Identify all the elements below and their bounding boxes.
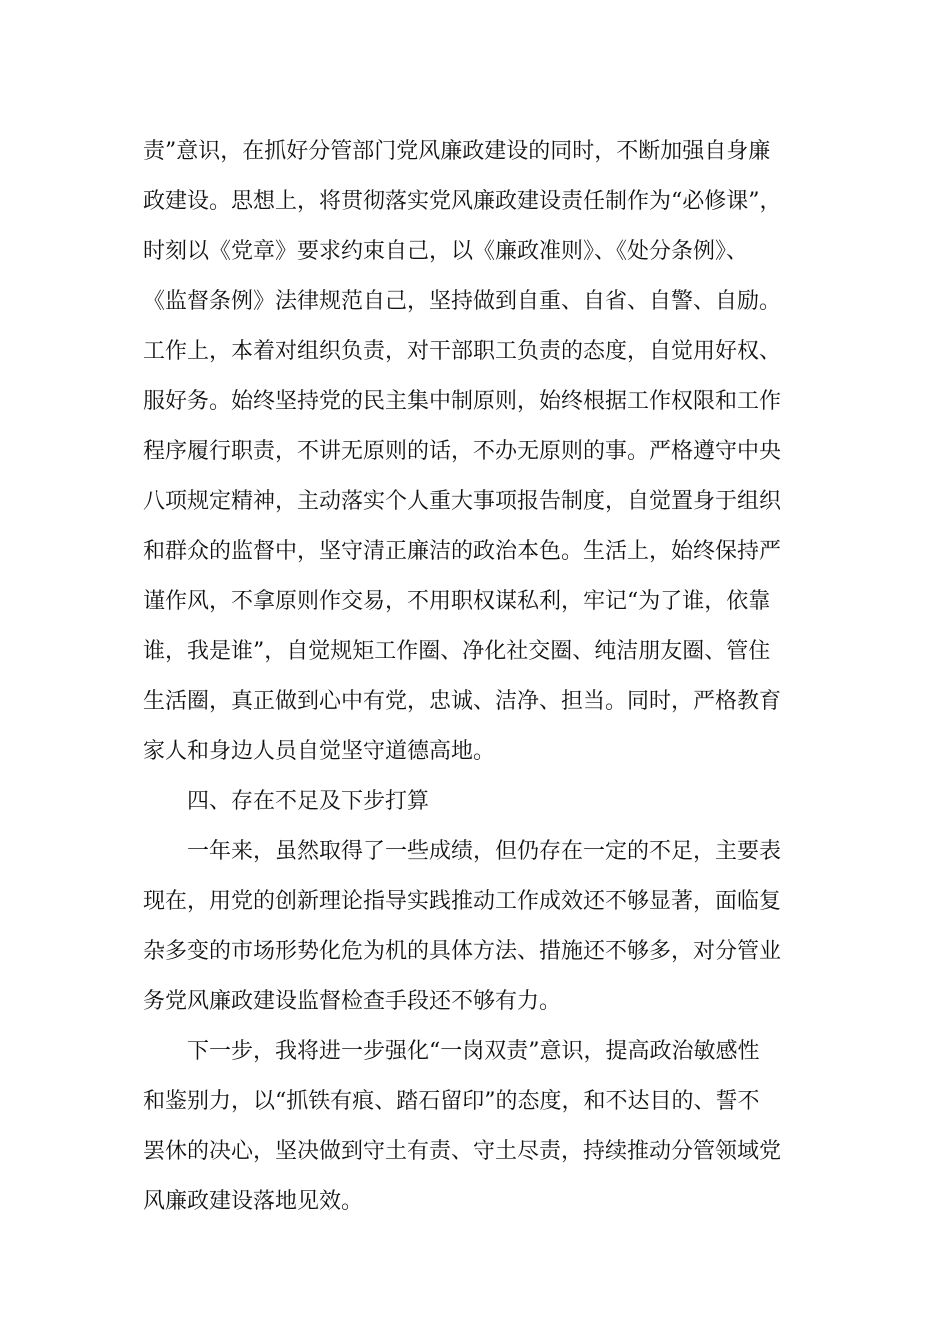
body-line: 生活圈，真正做到心中有党，忠诚、洁净、担当。同时，严格教育 (143, 689, 782, 714)
body-line: 务党风廉政建设监督检查手段还不够有力。 (143, 989, 562, 1014)
body-line: 谨作风，不拿原则作交易，不用职权谋私利，牢记“为了谁，依靠 (143, 589, 771, 614)
body-line: 责”意识，在抓好分管部门党风廉政建设的同时，不断加强自身廉 (143, 139, 771, 164)
body-line: 和群众的监督中，坚守清正廉洁的政治本色。生活上，始终保持严 (143, 539, 782, 564)
document-body (143, 127, 833, 1227)
body-line: 谁，我是谁”，自觉规矩工作圈、净化社交圈、纯洁朋友圈、管住 (143, 639, 771, 664)
body-line: 时刻以《党章》要求约束自己，以《廉政准则》、《处分条例》、 (143, 239, 749, 264)
body-line: 一年来，虽然取得了一些成绩，但仍存在一定的不足，主要表 (187, 839, 782, 864)
body-line: 现在，用党的创新理论指导实践推动工作成效还不够显著，面临复 (143, 889, 782, 914)
body-line: 下一步，我将进一步强化“一岗双责”意识，提高政治敏感性 (187, 1039, 760, 1064)
body-line: 杂多变的市场形势化危为机的具体方法、措施还不够多，对分管业 (143, 939, 782, 964)
body-line: 风廉政建设落地见效。 (143, 1189, 364, 1214)
body-line: 服好务。始终坚持党的民主集中制原则，始终根据工作权限和工作 (143, 389, 782, 414)
body-line: 和鉴别力，以“抓铁有痕、踏石留印”的态度，和不达目的、誓不 (143, 1089, 760, 1114)
body-line: 家人和身边人员自觉坚守道德高地。 (143, 739, 496, 764)
body-line: 工作上，本着对组织负责，对干部职工负责的态度，自觉用好权、 (143, 339, 782, 364)
body-line: 程序履行职责，不讲无原则的话，不办无原则的事。严格遵守中央 (143, 439, 782, 464)
body-line: 《监督条例》法律规范自己，坚持做到自重、自省、自警、自励。 (143, 289, 782, 314)
section-heading: 四、存在不足及下步打算 (187, 789, 430, 814)
body-line: 八项规定精神，主动落实个人重大事项报告制度，自觉置身于组织 (143, 489, 782, 514)
body-line: 罢休的决心，坚决做到守土有责、守土尽责，持续推动分管领域党 (143, 1139, 782, 1164)
body-line: 政建设。思想上，将贯彻落实党风廉政建设责任制作为“必修课”， (143, 189, 782, 214)
